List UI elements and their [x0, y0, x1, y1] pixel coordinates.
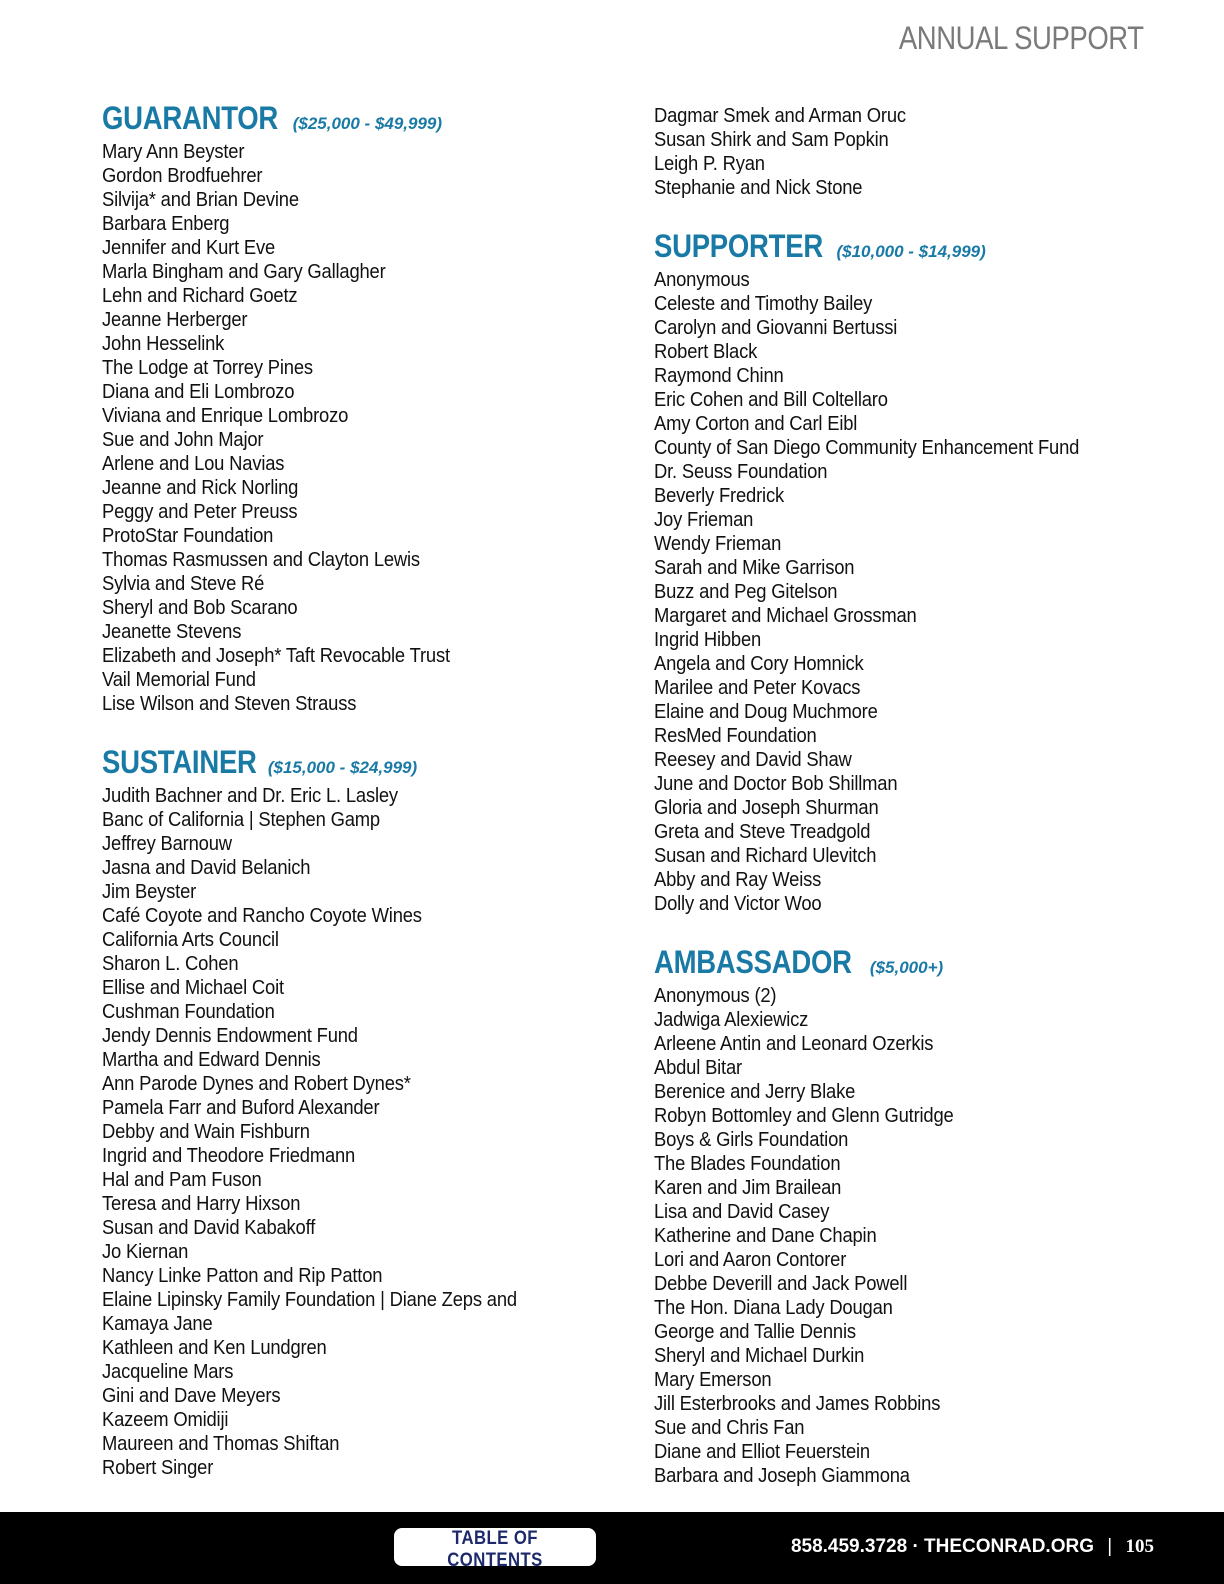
donor-name: Robert Singer	[102, 1457, 214, 1479]
table-of-contents-label: TABLE OF CONTENTS	[447, 1528, 543, 1571]
donor-name: Kathleen and Ken Lundgren	[102, 1337, 327, 1359]
donor-name: Mary Emerson	[654, 1369, 772, 1391]
donor-name: Susan and David Kabakoff	[102, 1217, 316, 1239]
donor-name: Thomas Rasmussen and Clayton Lewis	[102, 549, 420, 571]
page-number: 105	[1125, 1536, 1154, 1557]
ambassador-list	[654, 984, 1174, 1488]
donor-name: Gordon Brodfuehrer	[102, 165, 263, 187]
left-column	[102, 100, 622, 1480]
donor-name: Marla Bingham and Gary Gallagher	[102, 261, 386, 283]
donor-name: Maureen and Thomas Shiftan	[102, 1433, 340, 1455]
footer-bar	[0, 1512, 1224, 1584]
donor-name: Pamela Farr and Buford Alexander	[102, 1097, 380, 1119]
donor-name: Jeanette Stevens	[102, 621, 242, 643]
sustainer-title: SUSTAINER	[102, 744, 257, 780]
donor-name: Jo Kiernan	[102, 1241, 189, 1263]
guarantor-continued-list	[654, 104, 1174, 200]
donor-name: Reesey and David Shaw	[654, 749, 852, 771]
donor-name: Debbe Deverill and Jack Powell	[654, 1273, 908, 1295]
donor-name: Jendy Dennis Endowment Fund	[102, 1025, 358, 1047]
donor-name: Sharon L. Cohen	[102, 953, 239, 975]
sustainer-heading	[102, 744, 622, 784]
donor-name: Lori and Aaron Contorer	[654, 1249, 847, 1271]
donor-name: June and Doctor Bob Shillman	[654, 773, 898, 795]
donor-name: Dolly and Victor Woo	[654, 893, 822, 915]
supporter-title: SUPPORTER	[654, 228, 823, 264]
donor-name: Wendy Frieman	[654, 533, 782, 555]
donor-name: Dagmar Smek and Arman Oruc	[654, 105, 906, 127]
donor-name: Judith Bachner and Dr. Eric L. Lasley	[102, 785, 398, 807]
donor-name: Debby and Wain Fishburn	[102, 1121, 310, 1143]
donor-name: Ann Parode Dynes and Robert Dynes*	[102, 1073, 411, 1095]
donor-name: Diana and Eli Lombrozo	[102, 381, 295, 403]
supporter-range: ($10,000 - $14,999)	[836, 242, 986, 261]
donor-name: Jacqueline Mars	[102, 1361, 234, 1383]
donor-name: Elizabeth and Joseph* Taft Revocable Trust	[102, 645, 450, 667]
donor-name: Karen and Jim Brailean	[654, 1177, 842, 1199]
ambassador-title: AMBASSADOR	[654, 944, 852, 980]
donor-name: Leigh P. Ryan	[654, 153, 765, 175]
donor-name: Kazeem Omidiji	[102, 1409, 229, 1431]
donor-name: Jim Beyster	[102, 881, 197, 903]
donor-name: Lise Wilson and Steven Strauss	[102, 693, 357, 715]
donor-name: Boys & Girls Foundation	[654, 1129, 849, 1151]
donor-name: Teresa and Harry Hixson	[102, 1193, 301, 1215]
donor-name: Barbara and Joseph Giammona	[654, 1465, 910, 1487]
donor-name: Mary Ann Beyster	[102, 141, 245, 163]
donor-name: Ingrid and Theodore Friedmann	[102, 1145, 356, 1167]
sustainer-list	[102, 784, 622, 1480]
donor-name: Martha and Edward Dennis	[102, 1049, 321, 1071]
donor-name: Diane and Elliot Feuerstein	[654, 1441, 870, 1463]
supporter-list	[654, 268, 1174, 916]
donor-name: Viviana and Enrique Lombrozo	[102, 405, 349, 427]
ambassador-range: ($5,000+)	[869, 958, 944, 977]
donor-name: Sue and Chris Fan	[654, 1417, 805, 1439]
donor-name: Sarah and Mike Garrison	[654, 557, 855, 579]
donor-name: Robyn Bottomley and Glenn Gutridge	[654, 1105, 954, 1127]
donor-name: Jennifer and Kurt Eve	[102, 237, 276, 259]
footer-contact-link[interactable]: 858.459.3728 · THECONRAD.ORG	[790, 1536, 1094, 1557]
donor-name: Cushman Foundation	[102, 1001, 275, 1023]
donor-name: Arleene Antin and Leonard Ozerkis	[654, 1033, 934, 1055]
donor-name: Stephanie and Nick Stone	[654, 177, 863, 199]
donor-name: Sheryl and Michael Durkin	[654, 1345, 865, 1367]
donor-name: The Hon. Diana Lady Dougan	[654, 1297, 893, 1319]
donor-name: Buzz and Peg Gitelson	[654, 581, 838, 603]
donor-name: The Lodge at Torrey Pines	[102, 357, 313, 379]
page-section-title: ANNUAL SUPPORT	[899, 20, 1144, 56]
donor-name: Ingrid Hibben	[654, 629, 762, 651]
donor-name: Angela and Cory Homnick	[654, 653, 864, 675]
footer-info	[791, 1536, 1154, 1558]
donor-name: Arlene and Lou Navias	[102, 453, 285, 475]
donor-name: Silvija* and Brian Devine	[102, 189, 299, 211]
donor-name: Hal and Pam Fuson	[102, 1169, 262, 1191]
donor-name: Celeste and Timothy Bailey	[654, 293, 873, 315]
donor-name: County of San Diego Community Enhancement Fund	[654, 437, 1080, 459]
donor-name: The Blades Foundation	[654, 1153, 841, 1175]
donor-name: Raymond Chinn	[654, 365, 784, 387]
donor-name: Lisa and David Casey	[654, 1201, 830, 1223]
donor-name: ProtoStar Foundation	[102, 525, 274, 547]
table-of-contents-button[interactable]	[394, 1528, 596, 1571]
guarantor-heading	[102, 100, 622, 140]
donor-name: Beverly Fredrick	[654, 485, 784, 507]
donor-name: Elaine and Doug Muchmore	[654, 701, 878, 723]
guarantor-range: ($25,000 - $49,999)	[292, 114, 443, 133]
supporter-heading	[654, 228, 1174, 268]
donor-name: Anonymous (2)	[654, 985, 777, 1007]
donor-name: Peggy and Peter Preuss	[102, 501, 298, 523]
donor-name: Café Coyote and Rancho Coyote Wines	[102, 905, 422, 927]
donor-name: Marilee and Peter Kovacs	[654, 677, 861, 699]
donor-name: Joy Frieman	[654, 509, 754, 531]
donor-name: Anonymous	[654, 269, 750, 291]
donor-name: Gloria and Joseph Shurman	[654, 797, 879, 819]
donor-name: Abby and Ray Weiss	[654, 869, 822, 891]
donor-name: Ellise and Michael Coit	[102, 977, 284, 999]
donor-name: Katherine and Dane Chapin	[654, 1225, 877, 1247]
sustainer-range: ($15,000 - $24,999)	[267, 758, 418, 777]
right-column	[654, 104, 1174, 1488]
donor-name: Abdul Bitar	[654, 1057, 742, 1079]
donor-name: Jeffrey Barnouw	[102, 833, 232, 855]
donor-name: Sue and John Major	[102, 429, 264, 451]
donor-name: Jeanne Herberger	[102, 309, 248, 331]
donor-name: Margaret and Michael Grossman	[654, 605, 917, 627]
donor-name: Amy Corton and Carl Eibl	[654, 413, 858, 435]
donor-name: Nancy Linke Patton and Rip Patton	[102, 1265, 383, 1287]
donor-name: Berenice and Jerry Blake	[654, 1081, 856, 1103]
guarantor-list	[102, 140, 622, 716]
donor-name: Banc of California | Stephen Gamp	[102, 809, 380, 831]
ambassador-heading	[654, 944, 1174, 984]
donor-name: Susan and Richard Ulevitch	[654, 845, 877, 867]
donor-name: Jadwiga Alexiewicz	[654, 1009, 809, 1031]
donor-name: ResMed Foundation	[654, 725, 817, 747]
footer-separator: |	[1107, 1536, 1113, 1557]
donor-name: Jill Esterbrooks and James Robbins	[654, 1393, 941, 1415]
donor-name: Jeanne and Rick Norling	[102, 477, 299, 499]
donor-name: Greta and Steve Treadgold	[654, 821, 871, 843]
donor-name: Sylvia and Steve Ré	[102, 573, 265, 595]
donor-name: Susan Shirk and Sam Popkin	[654, 129, 889, 151]
donor-name: Sheryl and Bob Scarano	[102, 597, 298, 619]
donor-name: Gini and Dave Meyers	[102, 1385, 281, 1407]
donor-name: Elaine Lipinsky Family Foundation | Diane Zeps and Kamaya Jane	[102, 1289, 517, 1335]
donor-name: Dr. Seuss Foundation	[654, 461, 828, 483]
donor-name: Eric Cohen and Bill Coltellaro	[654, 389, 888, 411]
donor-name: Carolyn and Giovanni Bertussi	[654, 317, 898, 339]
donor-name: Lehn and Richard Goetz	[102, 285, 298, 307]
donor-name: Vail Memorial Fund	[102, 669, 256, 691]
donor-name: John Hesselink	[102, 333, 225, 355]
donor-name: Jasna and David Belanich	[102, 857, 311, 879]
guarantor-title: GUARANTOR	[102, 100, 279, 136]
donor-name: Robert Black	[654, 341, 758, 363]
donor-name: George and Tallie Dennis	[654, 1321, 856, 1343]
donor-name: California Arts Council	[102, 929, 279, 951]
donor-name: Barbara Enberg	[102, 213, 230, 235]
